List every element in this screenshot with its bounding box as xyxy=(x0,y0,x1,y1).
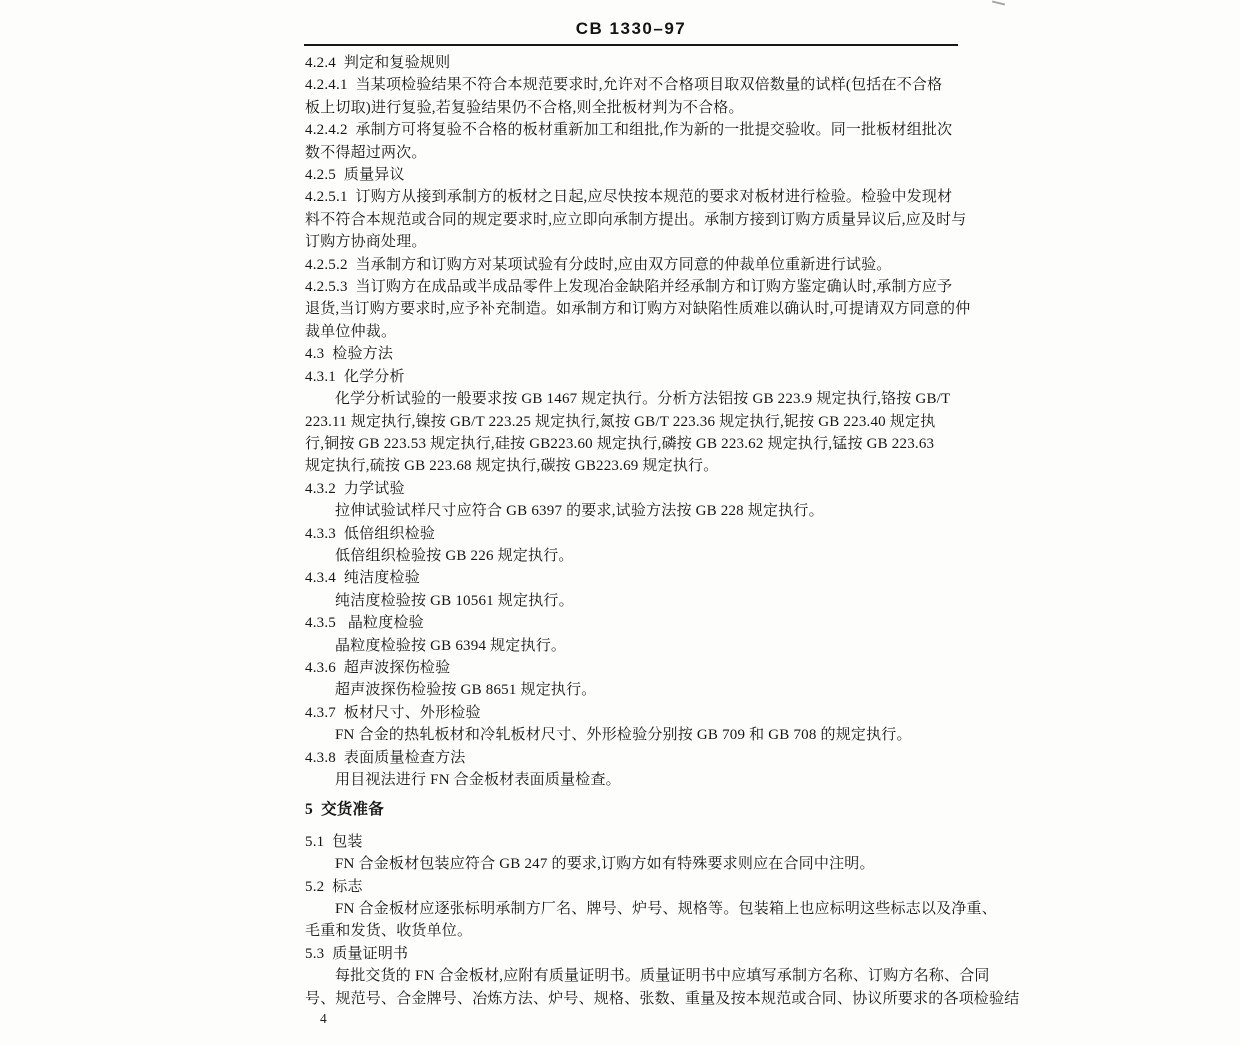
para-5-2-l2: 毛重和发货、收货单位。 xyxy=(305,923,473,940)
heading-5-3: 5.3 质量证明书 xyxy=(305,945,409,962)
para-4-3-1-l1: 化学分析试验的一般要求按 GB 1467 规定执行。分析方法铝按 GB 223.9 规定执行,铬按 GB/T xyxy=(335,391,951,408)
heading-4-3-3: 4.3.3 低倍组织检验 xyxy=(305,525,436,542)
clause-4-2-5-1-l3: 订购方协商处理。 xyxy=(305,234,427,251)
para-4-3-1-l3: 行,铜按 GB 223.53 规定执行,硅按 GB223.60 规定执行,磷按 GB 223.62 规定执行,锰按 GB 223.63 xyxy=(305,435,935,452)
heading-4-2-4: 4.2.4 判定和复验规则 xyxy=(305,55,451,71)
clause-4-2-4-2-l1: 4.2.4.2 承制方可将复验不合格的板材重新加工和组批,作为新的一批提交验收。同一批板材组批次 xyxy=(305,122,953,139)
clause-4-2-5-3-l2: 退货,当订购方要求时,应予补充制造。如承制方和订购方对缺陷性质难以确认时,可提请双方同意的仲 xyxy=(305,301,971,318)
para-5-3-l1: 每批交货的 FN 合金板材,应附有质量证明书。质量证明书中应填写承制方名称、订购方名称、合同 xyxy=(335,968,990,985)
heading-4-3-6: 4.3.6 超声波探伤检验 xyxy=(305,659,451,676)
heading-4-3: 4.3 检验方法 xyxy=(305,346,394,363)
para-5-1: FN 合金板材包装应符合 GB 247 的要求,订购方如有特殊要求则应在合同中注明。 xyxy=(335,856,875,873)
heading-4-3-1: 4.3.1 化学分析 xyxy=(305,368,405,385)
standard-number-header: CB 1330–97 xyxy=(575,19,687,38)
clause-4-2-4-1-l1: 4.2.4.1 当某项检验结果不符合本规范要求时,允许对不合格项目取双倍数量的试样(包括在不合格 xyxy=(305,77,943,94)
clause-4-2-5-3-l1: 4.2.5.3 当订购方在成品或半成品零件上发现冶金缺陷并经承制方和订购方鉴定确认时,承制方应予 xyxy=(305,279,953,296)
clause-4-2-4-1-l2: 板上切取)进行复验,若复验结果仍不合格,则全批板材判为不合格。 xyxy=(305,99,744,116)
heading-4-3-2: 4.3.2 力学试验 xyxy=(305,480,405,497)
para-4-3-5: 晶粒度检验按 GB 6394 规定执行。 xyxy=(335,637,567,654)
heading-4-3-8: 4.3.8 表面质量检查方法 xyxy=(305,749,466,766)
clause-4-2-5-1-l2: 料不符合本规范或合同的规定要求时,应立即向承制方提出。承制方接到订购方质量异议后,应及时与 xyxy=(305,211,967,228)
page-number: 4 xyxy=(320,1011,327,1026)
para-5-3-l2: 号、规范号、合金牌号、冶炼方法、炉号、规格、张数、重量及按本规范或合同、协议所要求的各项检验结 xyxy=(305,990,1020,1007)
chapter-heading-5: 5 交货准备 xyxy=(305,801,384,819)
clause-4-2-5-1-l1: 4.2.5.1 订购方从接到承制方的板材之日起,应尽快按本规范的要求对板材进行检验。检验中发现材 xyxy=(305,189,953,206)
para-4-3-7: FN 合金的热轧板材和冷轧板材尺寸、外形检验分别按 GB 709 和 GB 708 的规定执行。 xyxy=(335,727,912,744)
header-rule xyxy=(304,44,958,46)
clause-4-2-5-2: 4.2.5.2 当承制方和订购方对某项试验有分歧时,应由双方同意的仲裁单位重新进行试验。 xyxy=(305,256,892,273)
document-body xyxy=(305,52,1020,1010)
para-4-3-1-l2: 223.11 规定执行,镍按 GB/T 223.25 规定执行,氮按 GB/T 223.36 规定执行,铌按 GB 223.40 规定执 xyxy=(305,413,936,430)
para-4-3-2: 拉伸试验试样尺寸应符合 GB 6397 的要求,试验方法按 GB 228 规定执行。 xyxy=(335,503,824,520)
para-4-3-1-l4: 规定执行,硫按 GB 223.68 规定执行,碳按 GB223.69 规定执行。 xyxy=(305,458,719,475)
clause-4-2-5-3-l3: 裁单位仲裁。 xyxy=(305,323,397,340)
heading-4-3-7: 4.3.7 板材尺寸、外形检验 xyxy=(305,704,481,721)
para-4-3-3: 低倍组织检验按 GB 226 规定执行。 xyxy=(335,547,574,564)
para-4-3-6: 超声波探伤检验按 GB 8651 规定执行。 xyxy=(335,682,597,699)
para-4-3-4: 纯洁度检验按 GB 10561 规定执行。 xyxy=(335,592,574,609)
clause-4-2-4-2-l2: 数不得超过两次。 xyxy=(305,144,427,161)
heading-5-2: 5.2 标志 xyxy=(305,878,363,895)
para-5-2-l1: FN 合金板材应逐张标明承制方厂名、牌号、炉号、规格等。包装箱上也应标明这些标志以及净重、 xyxy=(335,901,997,918)
heading-4-2-5: 4.2.5 质量异议 xyxy=(305,167,405,184)
heading-4-3-4: 4.3.4 纯洁度检验 xyxy=(305,570,420,587)
heading-4-3-5: 4.3.5 晶粒度检验 xyxy=(305,615,424,632)
scan-artifact-mark xyxy=(992,0,1005,5)
para-4-3-8: 用目视法进行 FN 合金板材表面质量检查。 xyxy=(335,772,621,788)
heading-5-1: 5.1 包装 xyxy=(305,833,363,850)
